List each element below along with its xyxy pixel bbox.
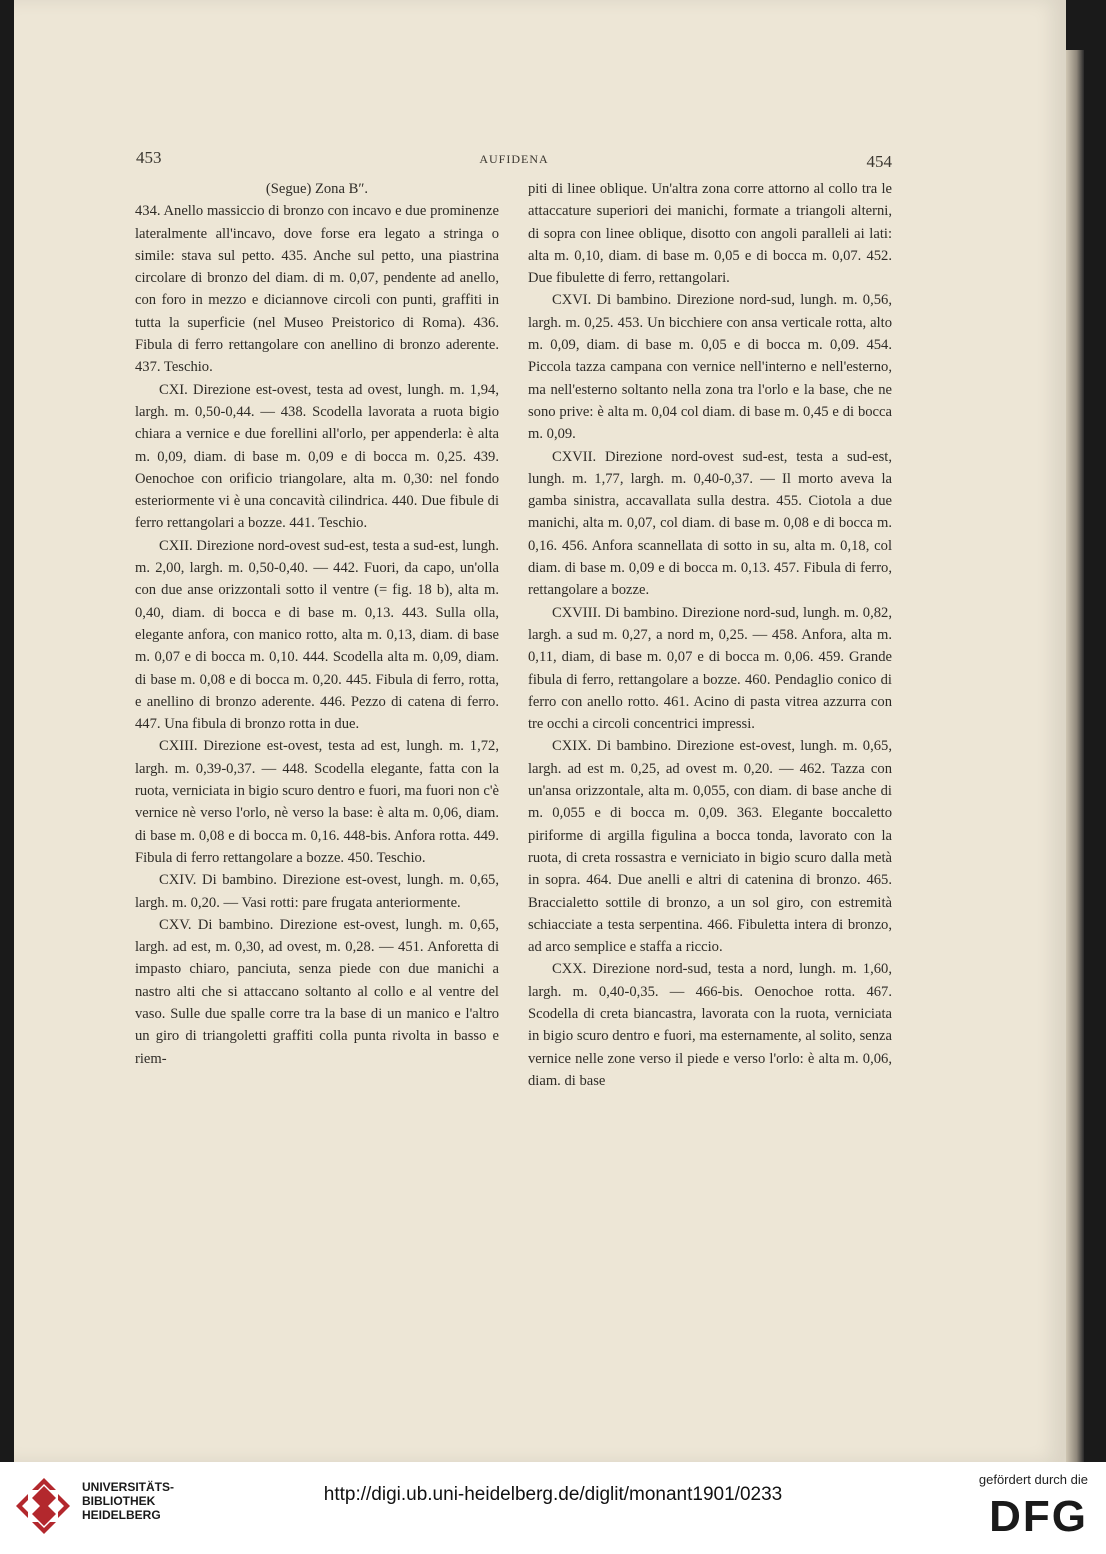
paragraph: CXII. Direzione nord-ovest sud-est, testa a sud-est, lungh. m. 2,00, largh. m. 0,50-0,40. — 442. Fuori, da capo, un'olla con due anse orizzontali sotto il ventre (= fig. 18 b), alta m. 0,40, diam. di bocca e di base m. 0,13. 443. Sulla olla, elegante anfora, con manico rotto, alta m. 0,13, diam. di base m. 0,07 e di bocca m. 0,10. 444. Scodella alta m. 0,09, diam. di base m. 0,08 e di bocca m. 0,20. 445. Fibula di ferro, rotta, e anellino di bronzo aderente. 446. Pezzo di catena di ferro. 447. Una fibula di bronzo rotta in due. <box>135 537 499 733</box>
paragraph: CXV. Di bambino. Direzione est-ovest, lungh. m. 0,65, largh. ad est, m. 0,30, ad ovest, m. 0,28. — 451. Anforetta di impasto chiaro, panciuta, senza piede con due manichi a nastro alti che si attaccano soltanto al collo e al ventre del vaso. Sulle due spalle corre tra la base di un manico e l'altro un giro di triangoletti graffiti colla punta rivolta in basso e riem- <box>135 916 499 1067</box>
zone-heading: (Segue) Zona B″. <box>265 181 369 197</box>
page-number-right: 454 <box>866 152 892 171</box>
library-name-line: BIBLIOTHEK <box>82 1494 156 1508</box>
page-header <box>136 148 892 172</box>
viewer-footer <box>0 1462 1106 1554</box>
paragraph: CXX. Direzione nord-sud, testa a nord, lungh. m. 1,60, largh. m. 0,40-0,35. — 466-bis. Oenochoe rotta. 467. Scodella di creta biancastra, lavorata con la ruota, verniciata in bigio scuro dentro e fuori, ma esternamente, al solito, senza vernice nelle zone verso il piede e verso l'orlo: è alta m. 0,06, diam. di base <box>528 961 892 1089</box>
permalink-url[interactable]: http://digi.ub.uni-heidelberg.de/diglit/monant1901/0233 <box>323 1484 783 1505</box>
funding-caption: gefördert durch die <box>978 1472 1088 1487</box>
running-head: AUFIDENA <box>479 152 549 166</box>
page-edge <box>1066 50 1084 1462</box>
paragraph: CXI. Direzione est-ovest, testa ad ovest, lungh. m. 1,94, largh. m. 0,50-0,44. — 438. Scodella lavorata a ruota bigio chiara a vernice e due forellini all'orlo, per appenderla: è alta m. 0,09, diam. di base m. 0,09 e di bocca m. 0,25. 439. Oenochoe con orificio triangolare, alta m. 0,30: nel fondo esteriormente vi è una concavità cilindrica. 440. Due fibule di ferro rettangolari a bozze. 441. Teschio. <box>135 381 499 532</box>
paragraph: CXIV. Di bambino. Direzione est-ovest, lungh. m. 0,65, largh. m. 0,20. — Vasi rotti: pare frugata anteriormente. <box>135 872 499 911</box>
paragraph: piti di linee oblique. Un'altra zona corre attorno al collo tra le attaccature superiori dei manichi, formate a triangoli alterni, di sopra con linee oblique, disotto con angoli paralleli ai lati: alta m. 0,10, diam. di base m. 0,05 e di bocca m. 0,07. 452. Due fibulette di ferro, rettangolari. <box>528 181 892 287</box>
page-number-left: 453 <box>136 148 162 167</box>
left-column <box>135 178 499 1070</box>
paragraph: CXIX. Di bambino. Direzione est-ovest, lungh. m. 0,65, largh. ad est m. 0,25, ad ovest m. 0,20. — 462. Tazza con un'ansa orizzontale, alta m. 0,055, con diam. di base anche di m. 0,055 e di bocca m. 0,09. 363. Elegante boccaletto piriforme di argilla figulina a bocca tonda, lavorato con la ruota, di creta rossastra e verniciato in bigio scuro dalla metà in sopra. 464. Due anelli e altri di catenina di bronzo. 465. Braccialetto sottile di bronzo, a un sol giro, con estremità schiacciate a testa serpentina. 466. Fibuletta intera di bronzo, ad arco semplice e staffa a riccio. <box>528 738 892 956</box>
paragraph: CXIII. Direzione est-ovest, testa ad est, lungh. m. 1,72, largh. m. 0,39-0,37. — 448. Scodella elegante, fatta con la ruota, verniciata in bigio scuro dentro e fuori, ma fuori non c'è vernice nè verso l'orlo, nè verso la base: è alta m. 0,06, diam. di base m. 0,08 e di bocca m. 0,16. 448-bis. Anfora rotta. 449. Fibula di ferro rettangolare a bozze. 450. Teschio. <box>135 738 499 866</box>
book-page <box>14 0 1066 1462</box>
right-column <box>528 178 892 1092</box>
paragraph: CXVII. Direzione nord-ovest sud-est, testa a sud-est, lungh. m. 1,77, largh. m. 0,40-0,37. — Il morto aveva la gamba sinistra, accavallata sulla destra. 455. Ciotola a due manichi, alta m. 0,07, col diam. di base m. 0,08 e di bocca m. 0,16. 456. Anfora scannellata di sotto in su, alta m. 0,18, col diam. di base m. 0,09 e di bocca m. 0,13. 457. Fibula di ferro, rettangolare a bozze. <box>528 448 892 599</box>
library-name-line: HEIDELBERG <box>82 1508 161 1522</box>
paragraph: CXVI. Di bambino. Direzione nord-sud, lungh. m. 0,56, largh. m. 0,25. 453. Un bicchiere con ansa verticale rotta, alto m. 0,09, diam. di base m. 0,05 e di bocca m. 0,09. 454. Piccola tazza campana con vernice nell'interno e nell'esterno, ma nell'esterno soltanto nella zona tra l'orlo e la base, che ne sono prive: è alta m. 0,04 col diam. di base m. 0,45 e di bocca m. 0,09. <box>528 292 892 443</box>
paragraph: 434. Anello massiccio di bronzo con incavo e due prominenze lateralmente all'incavo, dove forse era legato a stringa o simile: stava sul petto. 435. Anche sul petto, una piastrina circolare di bronzo del diam. di m. 0,07, pendente ad anello, con foro in mezzo e diciannove circoli con punti, graffiti in tutta la superficie (nel Museo Preistorico di Roma). 436. Fibula di ferro rettangolare con anellino di bronzo aderente. 437. Teschio. <box>135 203 499 376</box>
paragraph: CXVIII. Di bambino. Direzione nord-sud, lungh. m. 0,82, largh. a sud m. 0,27, a nord m, 0,25. — 458. Anfora, alta m. 0,11, diam, di base m. 0,07 e di bocca m. 0,06. 459. Grande fibula di ferro, rettangolare a bozze. 460. Pendaglio conico di ferro con anello rotto. 461. Acino di pasta vitrea azzurra con tre occhi a circoli concentrici impressi. <box>528 604 892 733</box>
library-name-line: UNIVERSITÄTS- <box>82 1480 175 1494</box>
dfg-logo: DFG <box>989 1492 1088 1541</box>
